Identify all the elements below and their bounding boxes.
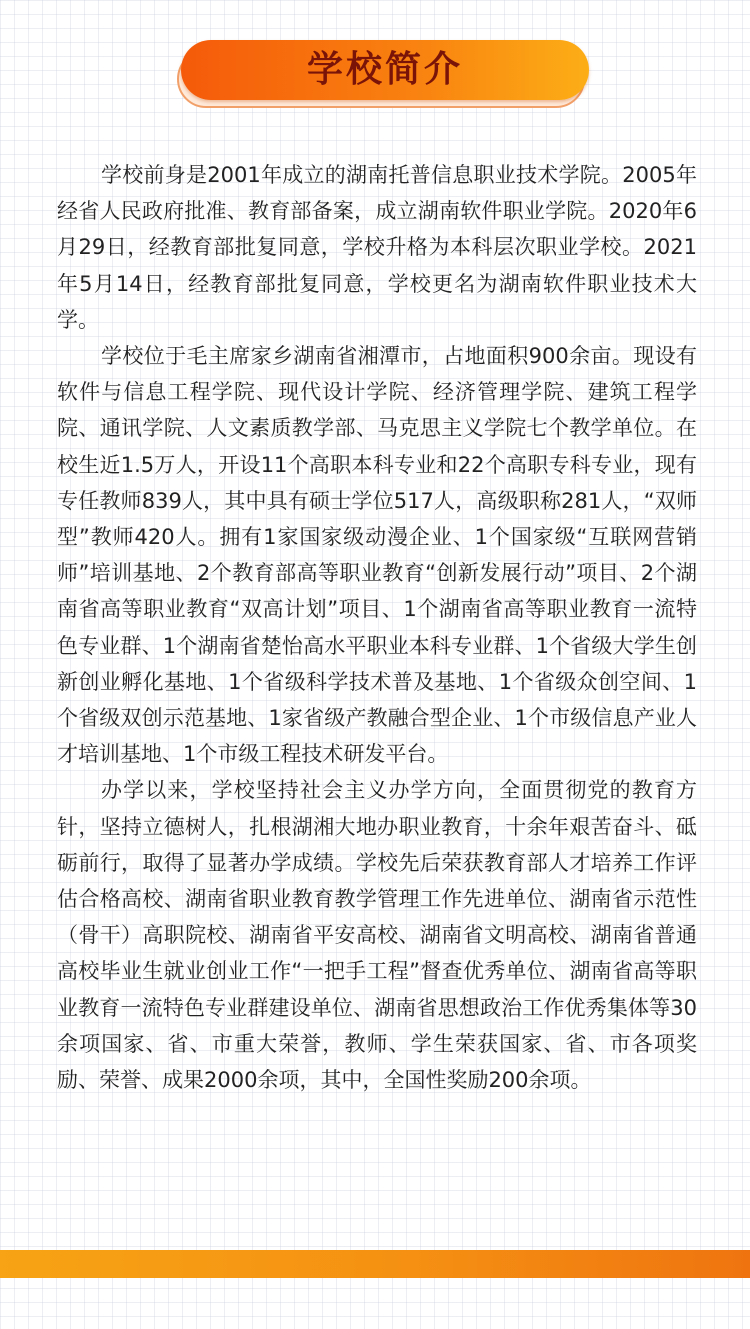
- title-banner: [177, 40, 591, 110]
- intro-body: [57, 157, 697, 1098]
- title-pill: [181, 40, 589, 100]
- page-title: 学校简介: [306, 49, 463, 90]
- paragraph-achievements: 办学以来，学校坚持社会主义办学方向，全面贯彻党的教育方针，坚持立德树人，扎根湖湘大地办职业教育，十余年艰苦奋斗、砥砺前行，取得了显著办学成绩。学校先后荣获教育部人才培养工作评估合格高校、湖南省职业教育教学管理工作先进单位、湖南省示范性（骨干）高职院校、湖南省平安高校、湖南省文明高校、湖南省普通高校毕业生就业创业工作“一把手工程”督查优秀单位、湖南省高等职业教育一流特色专业群建设单位、湖南省思想政治工作优秀集体等30余项国家、省、市重大荣誉，教师、学生荣获国家、省、市各项奖励、荣誉、成果2000余项，其中，全国性奖励200余项。: [57, 778, 697, 1093]
- paragraph-history: 学校前身是2001年成立的湖南托普信息职业技术学院。2005年经省人民政府批准、教育部备案，成立湖南软件职业学院。2020年6月29日，经教育部批复同意，学校升格为本科层次职业学校。2021年5月14日，经教育部批复同意，学校更名为湖南软件职业技术大学。: [57, 163, 697, 332]
- paragraph-campus: 学校位于毛主席家乡湖南省湘潭市，占地面积900余亩。现设有软件与信息工程学院、现代设计学院、经济管理学院、建筑工程学院、通讯学院、人文素质教学部、马克思主义学院七个教学单位。在校生近1.5万人，开设11个高职本科专业和22个高职专科专业，现有专任教师839人，其中具有硕士学位517人，高级职称281人，“双师型”教师420人。拥有1家国家级动漫企业、1个国家级“互联网营销师”培训基地、2个教育部高等职业教育“创新发展行动”项目、2个湖南省高等职业教育“双高计划”项目、1个湖南省高等职业教育一流特色专业群、1个湖南省楚怡高水平职业本科专业群、1个省级大学生创新创业孵化基地、1个省级科学技术普及基地、1个省级众创空间、1个省级双创示范基地、1家省级产教融合型企业、1个市级信息产业人才培训基地、1个市级工程技术研发平台。: [57, 344, 697, 767]
- bottom-decor-bar: [0, 1250, 750, 1278]
